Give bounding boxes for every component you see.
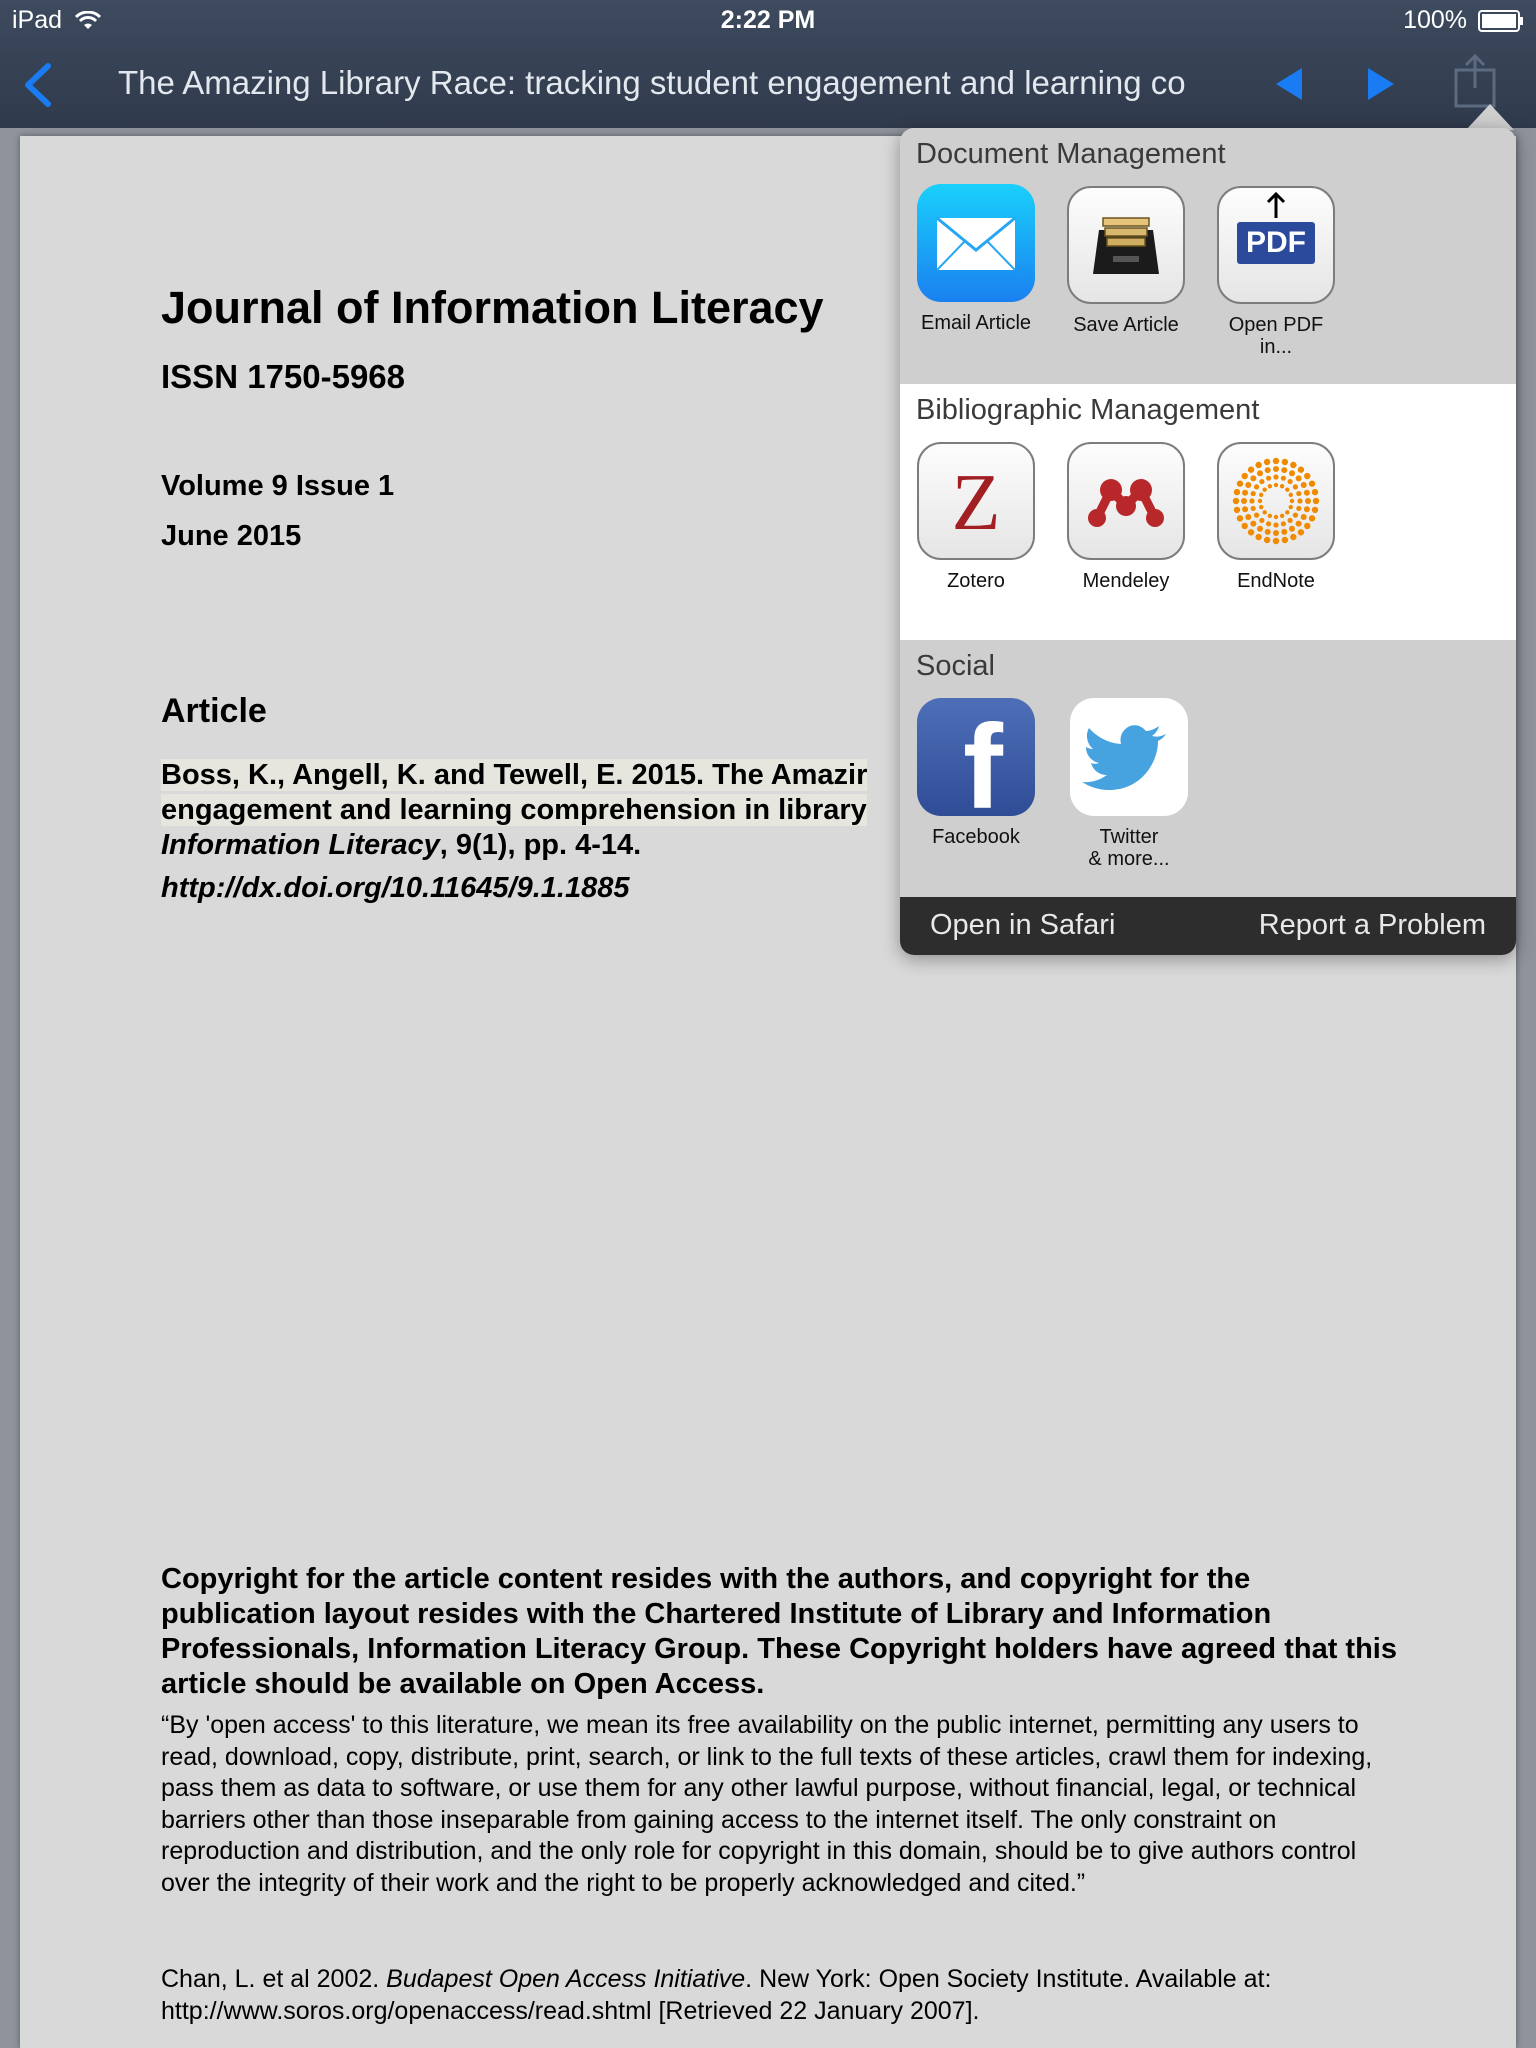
endnote-dot <box>1285 510 1289 514</box>
endnote-dot <box>1250 475 1256 481</box>
status-time: 2:22 PM <box>720 6 816 34</box>
endnote-dot <box>1273 530 1279 536</box>
zotero-icon <box>917 442 1035 560</box>
endnote-dot <box>1273 538 1279 544</box>
endnote-dot <box>1273 458 1279 464</box>
open-pdf-label-line2: in... <box>1259 336 1293 358</box>
previous-arrow-icon[interactable] <box>1272 64 1308 104</box>
share-icon[interactable] <box>1452 52 1498 110</box>
endnote-dot <box>1254 484 1259 489</box>
endnote-dot <box>1248 467 1254 473</box>
endnote-dot <box>1289 470 1295 476</box>
endnote-dot <box>1259 479 1264 484</box>
mail-icon <box>917 184 1035 302</box>
open-in-safari-button[interactable]: Open in Safari <box>930 909 1116 941</box>
twitter-label <box>1068 826 1190 870</box>
endnote-dot <box>1293 484 1298 489</box>
zotero-label: Zotero <box>947 570 1005 592</box>
endnote-dot <box>1262 487 1266 491</box>
endnote-dot <box>1255 534 1261 540</box>
endnote-dot <box>1301 514 1307 520</box>
next-arrow-icon[interactable] <box>1362 64 1398 104</box>
save-article-label: Save Article <box>1073 314 1179 336</box>
endnote-dot <box>1268 484 1272 488</box>
facebook-glyph: f <box>963 700 1003 816</box>
reference-rest: . New York: Open Society Institute. Available at: http://www.soros.org/openaccess/read.shtml [Retrieved 22 January 2007]. <box>161 1965 1272 2025</box>
battery-percent: 100% <box>1403 6 1468 34</box>
reference-lead: Chan, L. et al 2002. <box>161 1965 387 1993</box>
endnote-dot <box>1290 534 1296 540</box>
endnote-dot <box>1304 523 1310 529</box>
article-heading: Article <box>161 692 267 730</box>
section-title: Document Management <box>916 138 1226 170</box>
email-article-label: Email Article <box>920 312 1032 334</box>
endnote-dot <box>1254 513 1259 518</box>
mendeley-label: Mendeley <box>1082 570 1170 592</box>
battery-icon <box>1478 10 1524 32</box>
endnote-dot <box>1257 470 1263 476</box>
endnote-dot <box>1249 498 1254 503</box>
section-title: Bibliographic Management <box>916 394 1260 426</box>
endnote-dot <box>1274 515 1278 519</box>
endnote-dot <box>1296 506 1301 511</box>
file-drawer-icon <box>1067 186 1185 304</box>
citation-line-2: engagement and learning comprehension in library <box>161 794 867 826</box>
save-article-button[interactable] <box>1065 186 1187 336</box>
endnote-dot <box>1301 482 1307 488</box>
open-access-quote: “By 'open access' to this literature, we mean its free availability on the public internet, permitting any users to read, download, copy, distribute, print, search, or link to the full texts of these articles, crawl them for indexing, pass them as data to software, or use them for any other lawful purpose, without financial, legal, or technical barriers other than those inseparable from gaining access to the internet itself. The only constraint on reproduction and distribution, and the only role for copyright in this domain, should be to give authors control over the integrity of their work and the right to be properly acknowledged and cited.” <box>161 1711 1373 1897</box>
endnote-dot <box>1282 459 1288 465</box>
endnote-dot <box>1309 480 1315 486</box>
endnote-dot <box>1257 526 1263 532</box>
endnote-dot <box>1264 537 1270 543</box>
endnote-dot <box>1281 521 1286 526</box>
report-problem-button[interactable]: Report a Problem <box>1258 909 1486 941</box>
endnote-dot <box>1274 483 1278 487</box>
endnote-dot <box>1250 521 1256 527</box>
endnote-dot <box>1242 473 1248 479</box>
endnote-dot <box>1296 521 1302 527</box>
endnote-dot <box>1288 518 1293 523</box>
endnote-dot <box>1242 506 1248 512</box>
endnote-dot <box>1265 529 1271 535</box>
endnote-dot <box>1259 518 1264 523</box>
open-pdf-label-line1: Open PDF <box>1228 314 1324 336</box>
open-pdf-button[interactable] <box>1215 186 1337 358</box>
volume-issue: Volume 9 Issue 1 <box>161 470 395 502</box>
email-article-button[interactable] <box>915 184 1037 334</box>
endnote-dot <box>1273 466 1279 472</box>
section-title: Social <box>916 650 995 682</box>
endnote-dot <box>1312 507 1318 513</box>
endnote-dot <box>1309 515 1315 521</box>
social-section <box>900 640 1516 897</box>
endnote-dot <box>1251 506 1256 511</box>
endnote-dot <box>1298 467 1304 473</box>
reference-title: Budapest Open Access Initiative <box>386 1965 746 1993</box>
endnote-dot <box>1293 513 1298 518</box>
endnote-dot <box>1258 499 1262 503</box>
endnote-dot <box>1296 491 1301 496</box>
facebook-label: Facebook <box>932 826 1020 848</box>
journal-title: Journal of Information Literacy <box>161 282 824 333</box>
endnote-dot <box>1241 498 1247 504</box>
endnote-dot <box>1234 489 1240 495</box>
twitter-button[interactable] <box>1068 698 1190 870</box>
status-battery <box>1403 6 1524 35</box>
endnote-dot <box>1304 506 1310 512</box>
popover-footer <box>900 897 1516 955</box>
endnote-dot <box>1264 459 1270 465</box>
endnote-dot <box>1282 537 1288 543</box>
endnote-dot <box>1305 498 1311 504</box>
facebook-icon <box>917 698 1035 816</box>
endnote-dot <box>1245 514 1251 520</box>
pdf-badge-text: PDF <box>1246 226 1306 259</box>
mendeley-button[interactable] <box>1065 442 1187 592</box>
endnote-dot <box>1273 474 1278 479</box>
endnote-dot <box>1281 476 1286 481</box>
endnote-dot <box>1268 514 1272 518</box>
pdf-export-icon <box>1217 186 1335 304</box>
citation-tail: , 9(1), pp. 4-14. <box>439 829 642 861</box>
endnote-dot <box>1242 523 1248 529</box>
endnote-dot <box>1242 490 1248 496</box>
endnote-dot <box>1304 490 1310 496</box>
endnote-dot <box>1313 498 1319 504</box>
publication-date: June 2015 <box>161 520 302 552</box>
endnote-label: EndNote <box>1237 570 1315 592</box>
zotero-glyph: Z <box>951 459 1001 547</box>
endnote-dot <box>1237 515 1243 521</box>
device-label: iPad <box>12 6 63 34</box>
endnote-dot <box>1273 522 1278 527</box>
document-management-section <box>900 128 1516 384</box>
endnote-dot <box>1233 498 1239 504</box>
endnote-dot <box>1281 529 1287 535</box>
back-chevron-icon[interactable] <box>18 60 58 110</box>
endnote-dot <box>1312 489 1318 495</box>
endnote-dot <box>1262 510 1266 514</box>
endnote-dot <box>1304 473 1310 479</box>
endnote-dot <box>1265 467 1271 473</box>
endnote-dot <box>1281 467 1287 473</box>
endnote-dot <box>1285 487 1289 491</box>
citation-journal: Information Literacy <box>161 829 440 861</box>
endnote-dot <box>1237 480 1243 486</box>
top-bar <box>0 0 1536 128</box>
twitter-bird-icon <box>1070 698 1188 816</box>
endnote-button[interactable] <box>1215 442 1337 592</box>
copyright-statement: Copyright for the article content resides with the authors, and copyright for the publication layout resides with the Chartered Institute of Library and Information Professionals, Information Literacy Group. These Copyright holders have agreed that this article should be available on Open Access. <box>161 1563 1397 1700</box>
endnote-icon <box>1217 442 1335 560</box>
endnote-dot <box>1280 484 1284 488</box>
citation-line-1: Boss, K., Angell, K. and Tewell, E. 2015. The Amazir <box>161 759 868 791</box>
endnote-dot <box>1296 475 1302 481</box>
twitter-label-line2: & more... <box>1088 848 1170 870</box>
endnote-dot <box>1248 529 1254 535</box>
reference <box>161 1964 1401 2027</box>
endnote-dot <box>1259 493 1263 497</box>
endnote-dot <box>1298 529 1304 535</box>
zotero-button[interactable] <box>915 442 1037 592</box>
endnote-dot <box>1259 505 1263 509</box>
endnote-dot <box>1288 479 1293 484</box>
endnote-dot <box>1289 493 1293 497</box>
share-popover <box>900 128 1516 955</box>
mendeley-icon <box>1067 442 1185 560</box>
endnote-dot <box>1280 514 1284 518</box>
open-pdf-label <box>1215 314 1337 358</box>
endnote-dot <box>1266 521 1271 526</box>
endnote-dot <box>1290 462 1296 468</box>
twitter-label-line1: Twitter <box>1099 826 1159 848</box>
issn: ISSN 1750-5968 <box>161 358 406 395</box>
facebook-button[interactable] <box>915 698 1037 848</box>
article-title: The Amazing Library Race: tracking student engagement and learning co <box>118 64 1186 101</box>
endnote-dot <box>1245 482 1251 488</box>
endnote-dot <box>1289 526 1295 532</box>
endnote-dot <box>1255 462 1261 468</box>
endnote-dot <box>1251 491 1256 496</box>
popover-arrow <box>1466 104 1514 130</box>
endnote-dot <box>1297 498 1302 503</box>
doi-link[interactable]: http://dx.doi.org/10.11645/9.1.1885 <box>161 872 630 904</box>
endnote-dot <box>1290 499 1294 503</box>
bibliographic-management-section <box>900 384 1516 640</box>
endnote-dot <box>1266 476 1271 481</box>
endnote-dot <box>1289 505 1293 509</box>
endnote-dot <box>1234 507 1240 513</box>
